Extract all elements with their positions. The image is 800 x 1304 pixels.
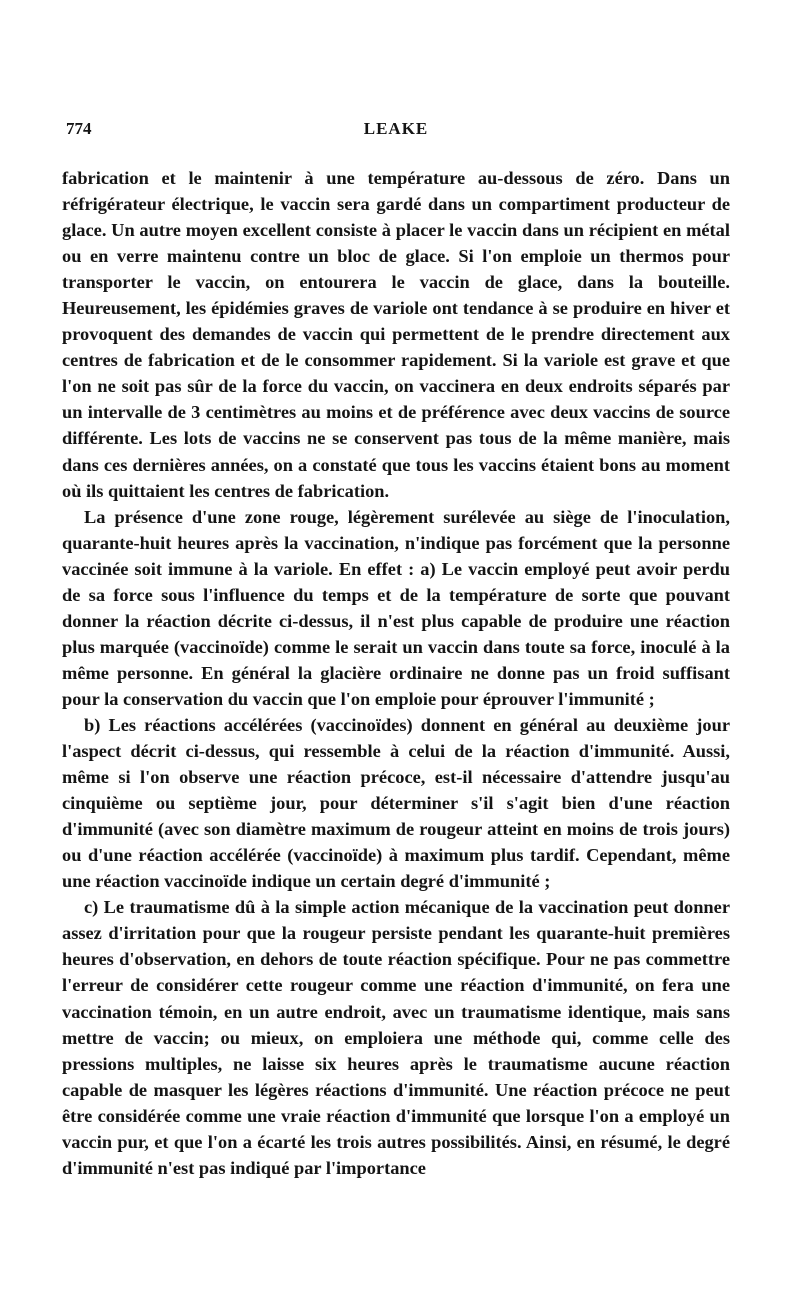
running-head: LEAKE (363, 119, 429, 138)
paragraph-traumatisme: c) Le traumatisme dû à la simple action mécanique de la vaccination peut donner assez d'irritation pour que la rougeur persiste pendant les quarante-huit premières heures d'observation, en dehors de toute réaction spécifique. Pour ne pas commettre l'erreur de considérer cette rougeur comme une réaction d'immunité, on fera une vaccination témoin, en un autre endroit, avec un traumatisme identique, mais sans mettre de vaccin; ou mieux, on emploiera une méthode qui, comme celle des pressions multiples, ne laisse six heures après le traumatisme aucune réaction capable de masquer les légères réactions d'immunité. Une réaction précoce ne peut être considérée comme une vraie réaction d'immunité que lorsque l'on a employé un vaccin pur, et que l'on a écarté les trois autres possibilités. Ainsi, en résumé, le degré d'immunité n'est pas indiqué par l'importance (62, 897, 730, 1178)
body-text (62, 165, 730, 1181)
page-number: 774 (66, 119, 92, 138)
paragraph-continuation: fabrication et le maintenir à une température au-dessous de zéro. Dans un réfrigérateur électrique, le vaccin sera gardé dans un compartiment producteur de glace. Un autre moyen excellent consiste à placer le vaccin dans un récipient en métal ou en verre maintenu contre un bloc de glace. Si l'on emploie un thermos pour transporter le vaccin, on entourera le vaccin de glace, dans la bouteille. Heureusement, les épidémies graves de variole ont tendance à se produire en hiver et provoquent des demandes de vaccin qui permettent de le prendre directement aux centres de fabrication et de le consommer rapidement. Si la variole est grave et que l'on ne soit pas sûr de la force du vaccin, on vaccinera en deux endroits séparés par un intervalle de 3 centimètres au moins et de préférence avec deux vaccins de source différente. Les lots de vaccins ne se conservent pas tous de la même manière, mais dans ces dernières années, on a constaté que tous les vaccins étaient bons au moment où ils quittaient les centres de fabrication. (62, 168, 730, 501)
paragraph-zone-rouge: La présence d'une zone rouge, légèrement surélevée au siège de l'inoculation, quarante-huit heures après la vaccination, n'indique pas forcément que la personne vaccinée soit immune à la variole. En effet : a) Le vaccin employé peut avoir perdu de sa force sous l'influence du temps et de la température de sorte que pouvant donner la réaction décrite ci-dessus, il n'est plus capable de produire une réaction plus marquée (vaccinoïde) comme le serait un vaccin dans toute sa force, inoculé à la même personne. En général la glacière ordinaire ne donne pas un froid suffisant pour la conservation du vaccin que l'on emploie pour éprouver l'immunité ; (62, 506, 730, 709)
page-header (66, 119, 726, 143)
paragraph-reactions-accelerees: b) Les réactions accélérées (vaccinoïdes) donnent en général au deuxième jour l'aspect décrit ci-dessus, qui ressemble à celui de la réaction d'immunité. Aussi, même si l'on observe une réaction précoce, est-il nécessaire d'attendre jusqu'au cinquième ou septième jour, pour déterminer s'il s'agit bien d'une réaction d'immunité (avec son diamètre maximum de rougeur atteint en moins de trois jours) ou d'une réaction accélérée (vaccinoïde) à maximum plus tardif. Cependant, même une réaction vaccinoïde indique un certain degré d'immunité ; (62, 714, 730, 892)
